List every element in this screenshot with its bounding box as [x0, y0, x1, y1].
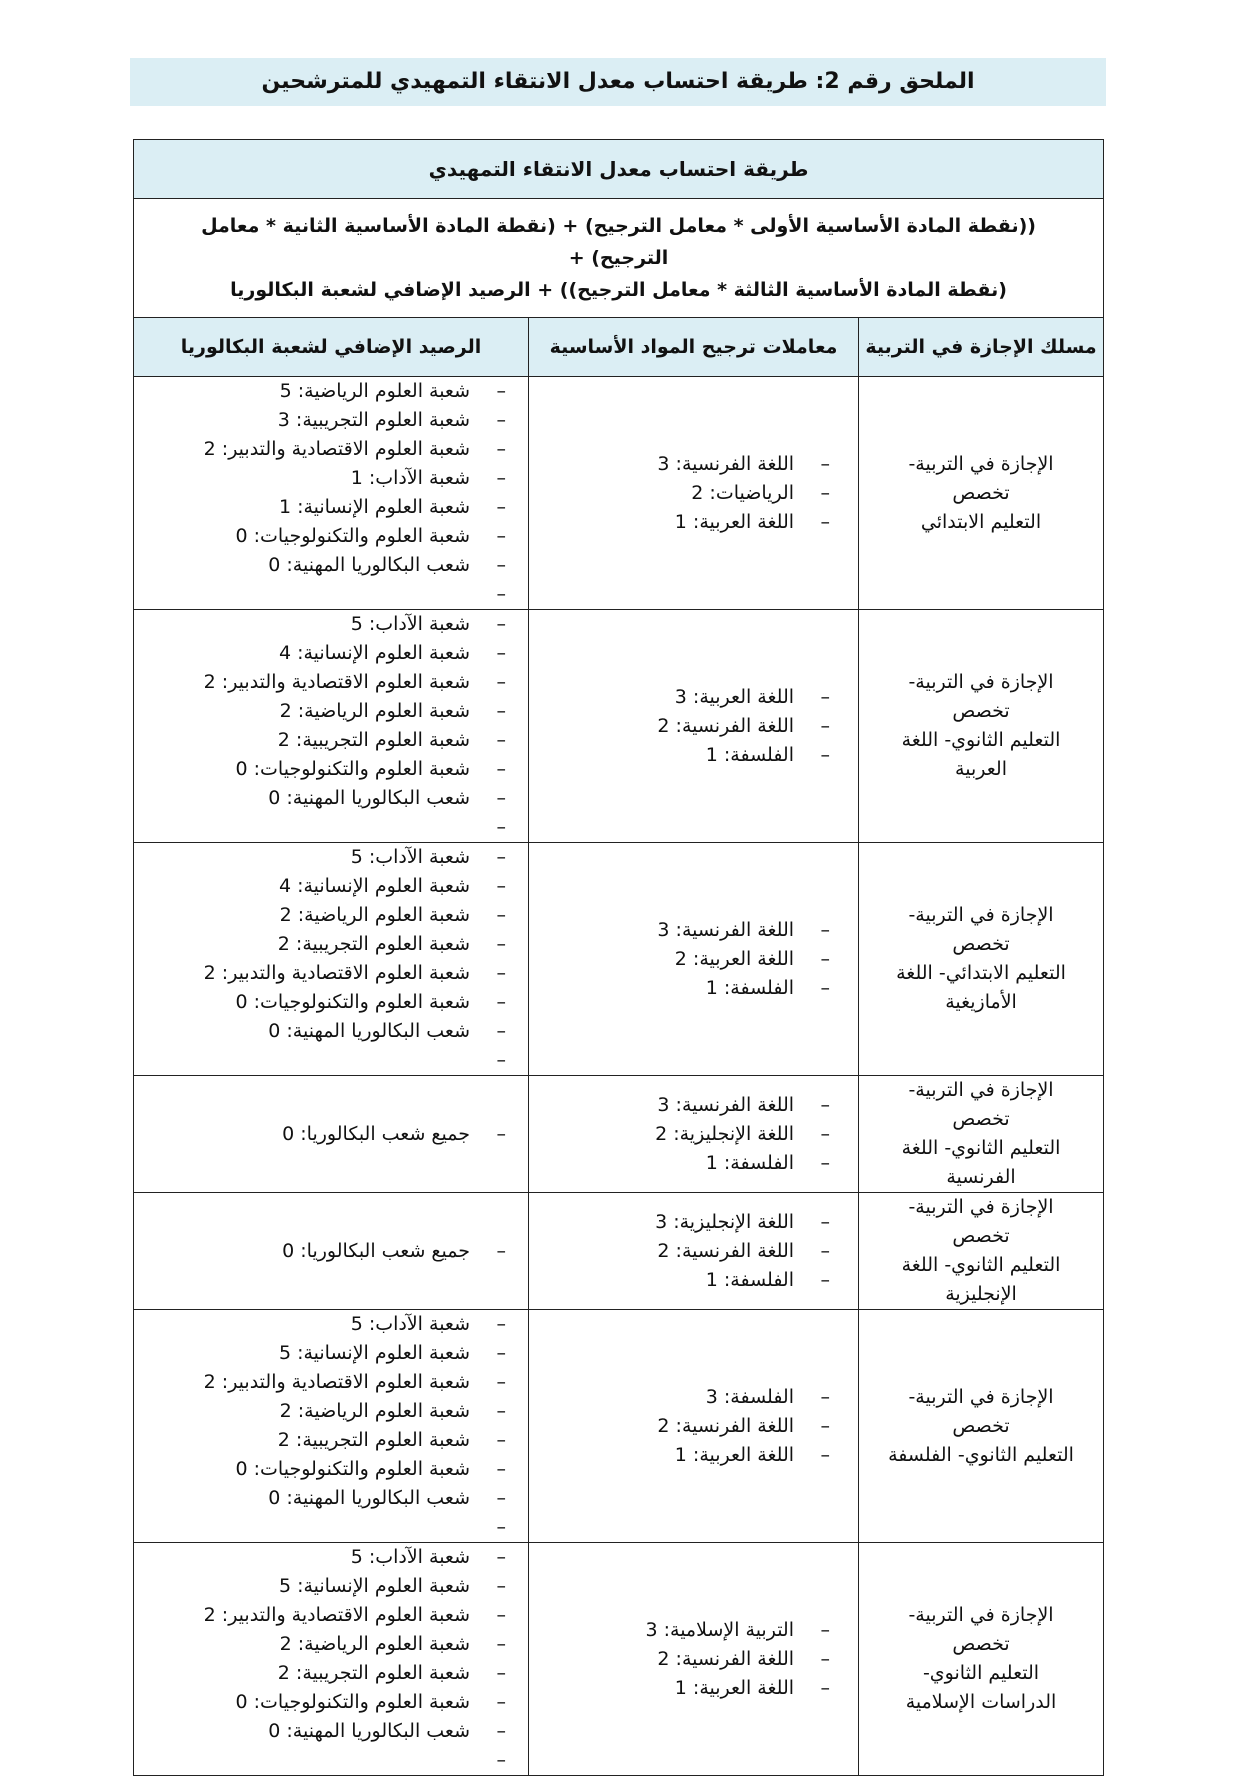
bonus-item: – شعبة العلوم والتكنولوجيات: 0	[134, 1688, 510, 1717]
bonus-cell	[134, 1543, 529, 1776]
header-path: مسلك الإجازة في التربية	[859, 318, 1104, 377]
bonus-item: – شعبة العلوم والتكنولوجيات: 0	[134, 988, 510, 1017]
bonus-item-empty	[134, 1046, 510, 1075]
selection-rate-table	[133, 139, 1104, 1776]
bonus-list	[134, 1120, 528, 1149]
bonus-item: – شعب البكالوريا المهنية: 0	[134, 1484, 510, 1513]
path-cell	[859, 1193, 1104, 1310]
formula-line: ((نقطة المادة الأساسية الأولى * معامل الترجيح) + (نقطة المادة الأساسية الثانية * معامل الترجيح) +	[201, 215, 1036, 269]
table-row	[134, 610, 1104, 843]
coefficients-list	[529, 683, 858, 770]
bonus-item: – شعبة العلوم والتكنولوجيات: 0	[134, 522, 510, 551]
coefficient-item: – اللغة الفرنسية: 3	[529, 450, 834, 479]
coefficients-list	[529, 1383, 858, 1470]
path-cell	[859, 1310, 1104, 1543]
bonus-item: – شعبة الآداب: 1	[134, 464, 510, 493]
table-row	[134, 1543, 1104, 1776]
path-line: الإجازة في التربية- تخصص	[908, 1079, 1054, 1130]
bonus-item: – شعبة العلوم الرياضية: 2	[134, 1397, 510, 1426]
coefficient-item: – اللغة الفرنسية: 2	[529, 1412, 834, 1441]
coefficient-item: – الرياضيات: 2	[529, 479, 834, 508]
table-title-row	[134, 140, 1104, 199]
bonus-item: – شعبة العلوم والتكنولوجيات: 0	[134, 1455, 510, 1484]
coefficient-item: – اللغة الفرنسية: 2	[529, 1237, 834, 1266]
table-row	[134, 843, 1104, 1076]
coefficients-cell	[529, 1076, 859, 1193]
path-line: التعليم الثانوي- الفلسفة	[888, 1443, 1074, 1466]
bonus-item-empty	[134, 813, 510, 842]
bonus-item: – شعبة العلوم الإنسانية: 4	[134, 872, 510, 901]
coefficients-cell	[529, 610, 859, 843]
coefficient-item: – اللغة الإنجليزية: 3	[529, 1208, 834, 1237]
coefficient-item: – اللغة العربية: 1	[529, 508, 834, 537]
formula-line: (نقطة المادة الأساسية الثالثة * معامل الترجيح)) + الرصيد الإضافي لشعبة البكالوريا	[230, 279, 1007, 301]
coefficient-item: – اللغة الفرنسية: 2	[529, 1645, 834, 1674]
path-line: الإجازة في التربية- تخصص	[908, 1385, 1054, 1437]
coefficient-item: – اللغة الفرنسية: 2	[529, 712, 834, 741]
bonus-item: – شعبة العلوم الاقتصادية والتدبير: 2	[134, 668, 510, 697]
header-row	[134, 318, 1104, 377]
path-line: الفرنسية	[946, 1166, 1016, 1188]
bonus-item: – شعبة العلوم التجريبية: 2	[134, 1426, 510, 1455]
bonus-list	[134, 843, 528, 1075]
bonus-item: – جميع شعب البكالوريا: 0	[134, 1120, 510, 1149]
table-title: طريقة احتساب معدل الانتقاء التمهيدي	[134, 140, 1104, 199]
path-cell	[859, 377, 1104, 610]
bonus-item: – شعبة العلوم والتكنولوجيات: 0	[134, 755, 510, 784]
bonus-item: – شعبة العلوم الرياضية: 5	[134, 377, 510, 406]
bonus-item: – شعبة العلوم الإنسانية: 1	[134, 493, 510, 522]
bonus-item: – شعبة العلوم الإنسانية: 5	[134, 1572, 510, 1601]
bonus-list	[134, 610, 528, 842]
coefficient-item: – اللغة الفرنسية: 3	[529, 916, 834, 945]
coefficient-item: – اللغة العربية: 3	[529, 683, 834, 712]
coefficient-item: – الفلسفة: 3	[529, 1383, 834, 1412]
path-line: التعليم الابتدائي	[920, 510, 1042, 533]
coefficients-cell	[529, 377, 859, 610]
coefficients-list	[529, 450, 858, 537]
table-row	[134, 1310, 1104, 1543]
bonus-item: – شعبة الآداب: 5	[134, 1310, 510, 1339]
path-line: العربية	[955, 758, 1007, 780]
coefficient-item: – اللغة الإنجليزية: 2	[529, 1120, 834, 1149]
coefficient-item: – اللغة الفرنسية: 3	[529, 1091, 834, 1120]
path-line: الإجازة في التربية- تخصص	[908, 904, 1054, 955]
bonus-item-empty	[134, 1513, 510, 1542]
table-row	[134, 1193, 1104, 1310]
path-line: الإجازة في التربية- تخصص	[908, 1604, 1054, 1655]
coefficient-item: – الفلسفة: 1	[529, 1149, 834, 1178]
coefficient-item: – الفلسفة: 1	[529, 1266, 834, 1295]
coefficient-item: – الفلسفة: 1	[529, 741, 834, 770]
path-cell	[859, 843, 1104, 1076]
bonus-item: – شعبة العلوم الرياضية: 2	[134, 1630, 510, 1659]
bonus-item: – شعبة العلوم الإنسانية: 5	[134, 1339, 510, 1368]
annex-title: الملحق رقم 2: طريقة احتساب معدل الانتقاء التمهيدي للمترشحين	[130, 58, 1106, 106]
bonus-list	[134, 1237, 528, 1266]
coefficient-item: – اللغة العربية: 2	[529, 945, 834, 974]
coefficient-item: – التربية الإسلامية: 3	[529, 1616, 834, 1645]
bonus-item: – شعبة العلوم التجريبية: 3	[134, 406, 510, 435]
bonus-item: – شعبة الآداب: 5	[134, 1543, 510, 1572]
bonus-item: – شعبة العلوم التجريبية: 2	[134, 726, 510, 755]
bonus-list	[134, 1310, 528, 1542]
bonus-list	[134, 377, 528, 609]
bonus-item: – شعب البكالوريا المهنية: 0	[134, 1017, 510, 1046]
coefficients-cell	[529, 1543, 859, 1776]
path-line: الإجازة في التربية- تخصص	[908, 452, 1054, 504]
bonus-item: – شعبة العلوم الرياضية: 2	[134, 901, 510, 930]
bonus-item: – شعبة العلوم الإنسانية: 4	[134, 639, 510, 668]
path-line: التعليم الابتدائي- اللغة	[896, 962, 1066, 984]
path-line: الدراسات الإسلامية	[905, 1691, 1057, 1713]
bonus-item: – شعبة العلوم الاقتصادية والتدبير: 2	[134, 959, 510, 988]
coefficients-cell	[529, 843, 859, 1076]
path-cell	[859, 1543, 1104, 1776]
bonus-item: – شعبة العلوم التجريبية: 2	[134, 930, 510, 959]
bonus-item-empty	[134, 1746, 510, 1775]
bonus-item: – شعبة الآداب: 5	[134, 843, 510, 872]
bonus-cell	[134, 843, 529, 1076]
bonus-cell	[134, 610, 529, 843]
bonus-item: – شعبة العلوم الاقتصادية والتدبير: 2	[134, 435, 510, 464]
bonus-cell	[134, 1193, 529, 1310]
bonus-cell	[134, 1310, 529, 1543]
table-row	[134, 1076, 1104, 1193]
path-line: التعليم الثانوي- اللغة	[901, 729, 1061, 751]
coefficients-list	[529, 1616, 858, 1703]
coefficients-cell	[529, 1310, 859, 1543]
path-cell	[859, 610, 1104, 843]
bonus-cell	[134, 377, 529, 610]
bonus-item: – شعب البكالوريا المهنية: 0	[134, 1717, 510, 1746]
path-line: التعليم الثانوي-	[922, 1662, 1040, 1684]
coefficient-item: – الفلسفة: 1	[529, 974, 834, 1003]
bonus-item: – شعبة العلوم التجريبية: 2	[134, 1659, 510, 1688]
formula	[134, 199, 1104, 318]
bonus-item: – شعبة الآداب: 5	[134, 610, 510, 639]
path-cell	[859, 1076, 1104, 1193]
coefficients-list	[529, 916, 858, 1003]
bonus-cell	[134, 1076, 529, 1193]
path-line: التعليم الثانوي- اللغة	[901, 1254, 1061, 1276]
bonus-item: – شعبة العلوم الرياضية: 2	[134, 697, 510, 726]
path-line: الإجازة في التربية- تخصص	[908, 671, 1054, 722]
formula-row	[134, 199, 1104, 318]
bonus-item: – شعبة العلوم الاقتصادية والتدبير: 2	[134, 1601, 510, 1630]
coefficient-item: – اللغة العربية: 1	[529, 1441, 834, 1470]
bonus-item: – شعب البكالوريا المهنية: 0	[134, 784, 510, 813]
coefficients-list	[529, 1208, 858, 1295]
bonus-item: – شعبة العلوم الاقتصادية والتدبير: 2	[134, 1368, 510, 1397]
bonus-item-empty	[134, 580, 510, 609]
header-bonus: الرصيد الإضافي لشعبة البكالوريا	[134, 318, 529, 377]
bonus-list	[134, 1543, 528, 1775]
bonus-item: – شعب البكالوريا المهنية: 0	[134, 551, 510, 580]
bonus-item: – جميع شعب البكالوريا: 0	[134, 1237, 510, 1266]
coefficient-item: – اللغة العربية: 1	[529, 1674, 834, 1703]
coefficients-list	[529, 1091, 858, 1178]
path-line: التعليم الثانوي- اللغة	[901, 1137, 1061, 1159]
header-coefficients: معاملات ترجيح المواد الأساسية	[529, 318, 859, 377]
coefficients-cell	[529, 1193, 859, 1310]
path-line: الإجازة في التربية- تخصص	[908, 1196, 1054, 1247]
path-line: الأمازيغية	[945, 991, 1017, 1013]
table-row	[134, 377, 1104, 610]
path-line: الإنجليزية	[945, 1283, 1017, 1305]
